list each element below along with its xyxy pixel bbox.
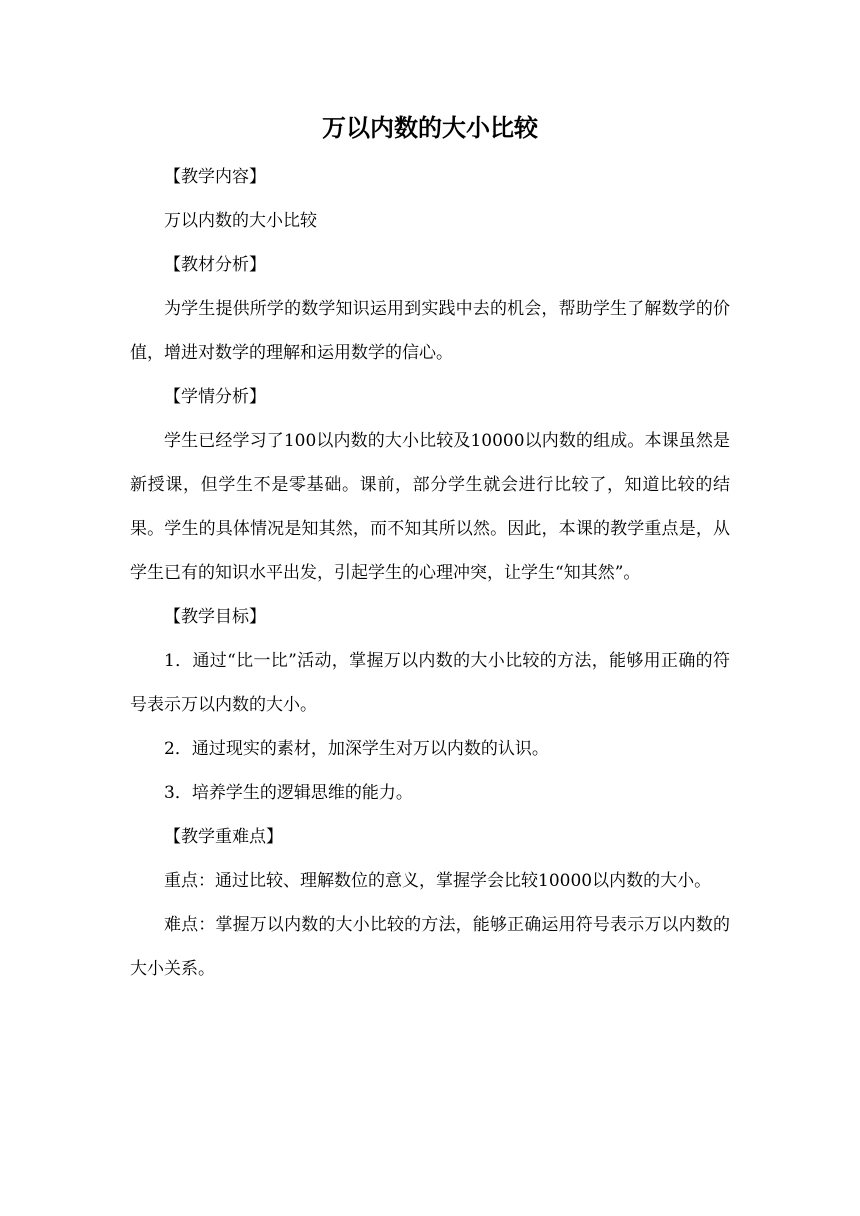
paragraph: 为学生提供所学的数学知识运用到实践中去的机会，帮助学生了解数学的价值，增进对数学的理解和运用数学的信心。 (130, 299, 730, 363)
paragraph: 学生已经学习了100以内数的大小比较及10000以内数的组成。本课虽然是新授课，但学生不是零基础。课前，部分学生就会进行比较了，知道比较的结果。学生的具体情况是知其然，而不知其所以然。因此，本课的教学重点是，从学生已有的知识水平出发，引起学生的心理冲突，让学生“知其然”。 (130, 431, 730, 583)
section-heading: 【学情分析】 (164, 387, 266, 407)
document-body (130, 155, 730, 991)
document-title: 万以内数的大小比较 (322, 113, 538, 142)
paragraph: 1．通过“比一比”活动，掌握万以内数的大小比较的方法，能够用正确的符号表示万以内数的大小。 (130, 651, 730, 715)
section-heading: 【教学重难点】 (164, 827, 283, 847)
section-heading: 【教材分析】 (164, 255, 266, 275)
paragraph: 难点：掌握万以内数的大小比较的方法，能够正确运用符号表示万以内数的大小关系。 (130, 915, 730, 979)
paragraph: 万以内数的大小比较 (164, 211, 317, 231)
section-heading: 【教学内容】 (164, 167, 266, 187)
paragraph: 3．培养学生的逻辑思维的能力。 (164, 783, 413, 803)
paragraph: 2．通过现实的素材，加深学生对万以内数的认识。 (164, 739, 549, 759)
section-heading: 【教学目标】 (164, 607, 266, 627)
paragraph: 重点：通过比较、理解数位的意义，掌握学会比较10000以内数的大小。 (164, 871, 712, 891)
